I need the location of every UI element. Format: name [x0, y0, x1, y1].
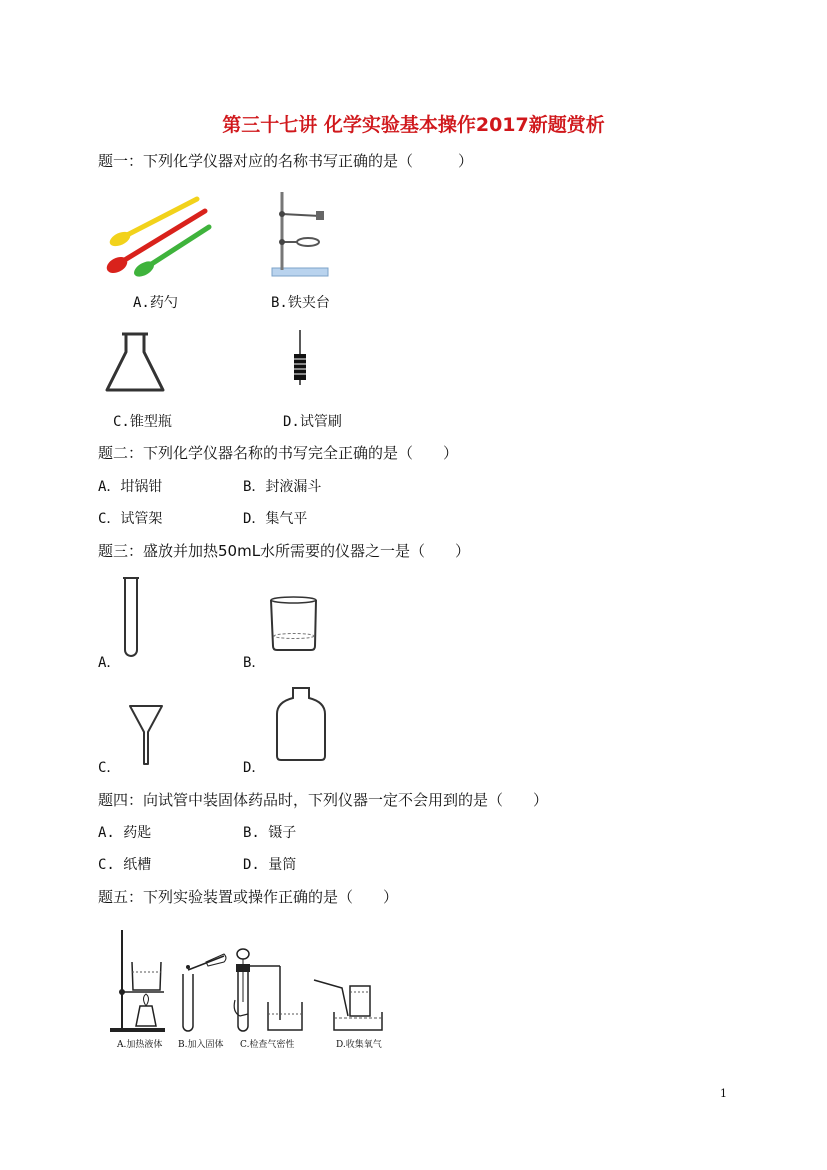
test-tube-brush-image — [290, 330, 310, 385]
q3-label-d: D． — [243, 760, 266, 776]
collecting-oxygen-image — [312, 978, 384, 1034]
q4-option-a: A. 药匙 — [98, 825, 152, 841]
question-3-stem: 题三：盛放并加热50mL水所需要的仪器之一是（ ） — [98, 542, 471, 560]
heating-liquid-image — [110, 928, 170, 1034]
question-4-stem: 题四：向试管中装固体药品时，下列仪器一定不会用到的是（ ） — [98, 791, 549, 809]
q3-label-b: B． — [243, 655, 266, 671]
conical-flask-image — [104, 332, 166, 394]
q4-option-c: C. 纸槽 — [98, 857, 152, 873]
q4-option-b: B. 镊子 — [243, 825, 297, 841]
iron-stand-image — [268, 190, 338, 280]
question-1-stem: 题一：下列化学仪器对应的名称书写正确的是（ ） — [98, 152, 474, 170]
reagent-bottle-image — [275, 686, 327, 762]
q1-caption-d: D.试管刷 — [283, 414, 342, 430]
q2-option-a: A．坩锅钳 — [98, 479, 163, 495]
page-title: 第三十七讲 化学实验基本操作2017新题赏析 — [222, 114, 605, 136]
test-tube-image — [123, 576, 139, 658]
spoons-image — [105, 195, 215, 280]
q1-caption-b: B.铁夹台 — [271, 295, 330, 311]
question-2-stem: 题二：下列化学仪器名称的书写完全正确的是（ ） — [98, 444, 459, 462]
question-5-stem: 题五：下列实验装置或操作正确的是（ ） — [98, 888, 399, 906]
funnel-image — [128, 704, 164, 766]
q2-option-c: C．试管架 — [98, 511, 163, 527]
adding-solid-image — [180, 950, 230, 1034]
q2-option-d: D．集气平 — [243, 511, 308, 527]
q4-option-d: D. 量筒 — [243, 857, 297, 873]
q1-caption-c: C.锥型瓶 — [113, 414, 172, 430]
q5-caption-c: C.检查气密性 — [240, 1040, 295, 1050]
q2-option-b: B．封液漏斗 — [243, 479, 322, 495]
beaker-image — [268, 596, 320, 652]
page-number: 1 — [720, 1087, 727, 1100]
airtightness-check-image — [232, 942, 308, 1034]
q3-label-a: A． — [98, 655, 121, 671]
q5-caption-b: B.加入固体 — [178, 1040, 224, 1050]
q5-caption-a: A.加热液体 — [117, 1040, 163, 1050]
q3-label-c: C． — [98, 760, 121, 776]
q5-caption-d: D.收集氧气 — [336, 1040, 382, 1050]
q1-caption-a: A.药勺 — [133, 295, 178, 311]
